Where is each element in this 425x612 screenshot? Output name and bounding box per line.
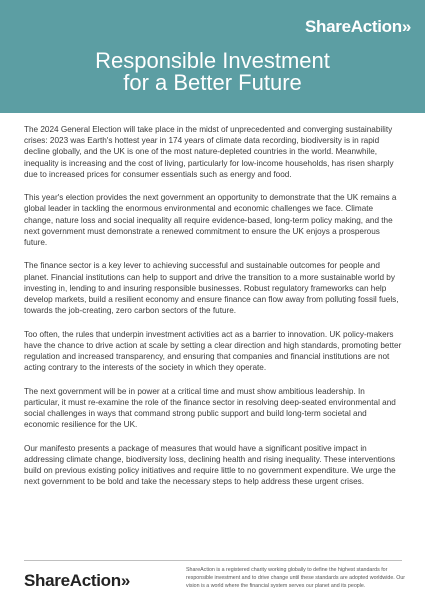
footer-logo: ShareAction» <box>24 571 130 590</box>
footer-divider <box>24 560 402 561</box>
paragraph-4: Too often, the rules that underpin investment activities act as a barrier to innovation. UK policy-makers have the chance to drive action at scale by setting a clear direction and high standards, promoting better regulation and increased transparency, and ensuring that companies and financial institutions are not acting contrary to the interests of the society in which they operate. <box>24 329 402 373</box>
paragraph-6: Our manifesto presents a package of measures that would have a significant positive impact in addressing climate change, biodiversity loss, declining health and rising inequality. These interventions build on previous existing policy initiatives and require little to no government expenditure. We urge the next government to be bold and take the necessary steps to help address these urgent crises. <box>24 443 396 487</box>
body-text <box>24 124 402 500</box>
title-line-2: for a Better Future <box>123 70 302 95</box>
header-banner <box>0 0 425 113</box>
shareaction-logo: ShareAction» <box>305 17 411 36</box>
paragraph-1: The 2024 General Election will take place in the midst of unprecedented and converging sustainability crises: 2023 was Earth's hottest year in 174 years of climate data recording, biodiversity is in rapid decline globally, and the UK is one of the most nature-depleted countries in the world. Meanwhile, inequality is increasing and the cost of living, particularly for low-income households, has risen sharply due to increased prices for consumer essentials such as energy and food. <box>24 125 394 179</box>
paragraph-2: This year's election provides the next government an opportunity to demonstrate that the UK remains a global leader in tackling the enormous environmental and economic challenges we face. Climate change, nature loss and social inequality all require evidence-based, long-term policy making, and the next government must demonstrate a renewed commitment to ensure the UK enjoys a prosperous future. <box>24 193 397 248</box>
page-title <box>0 50 425 94</box>
title-line-1: Responsible Investment <box>95 48 330 73</box>
paragraph-5: The next government will be in power at a critical time and must show ambitious leadership. In particular, it must re-examine the role of the finance sector in resolving deep-seated environmental and social challenges in ways that command strong public support and build long-term societal and economic resilience for the UK. <box>24 386 396 430</box>
paragraph-3: The finance sector is a key lever to achieving successful and sustainable outcomes for people and planet. Financial institutions can help to support and drive the transition to a more sustainable world by investing in, lending to and insuring responsible businesses. Robust regulatory frameworks can help develop markets, build a resilient economy and ensure finance can flow away from polluting fossil fuels, towards the job-creating, zero carbon sectors of the future. <box>24 261 399 316</box>
footer-description: ShareAction is a registered charity working globally to define the highest standards for responsible investment and to drive change until these standards are adopted worldwide. Our vision is a world where the financial system serves our planet and its people. <box>186 567 406 589</box>
